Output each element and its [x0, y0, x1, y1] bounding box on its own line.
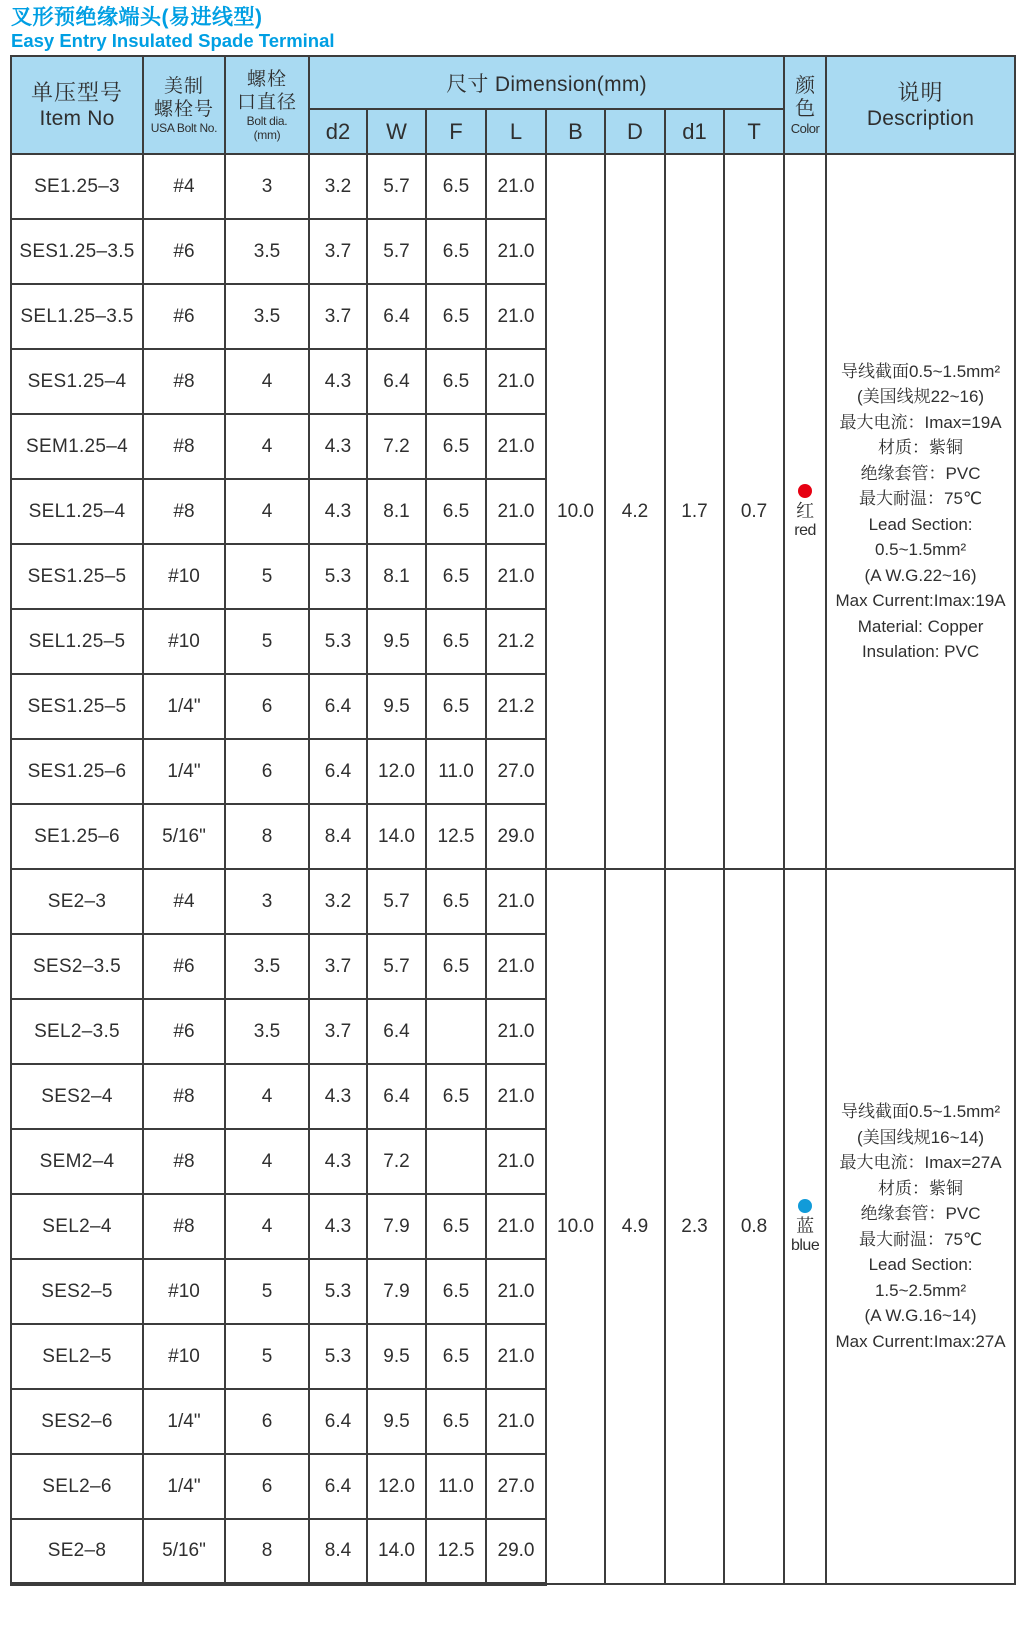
- description-line: 0.5~1.5mm²: [874, 540, 967, 559]
- usa-bolt-cell: 1/4": [143, 1389, 225, 1454]
- description-line: 材质：紫铜: [878, 438, 964, 457]
- w-cell: 12.0: [367, 739, 426, 804]
- description-line: Material: Copper: [857, 616, 984, 636]
- w-cell: 7.2: [367, 414, 426, 479]
- item-cell: SES2–4: [11, 1064, 143, 1129]
- f-cell: [426, 1129, 486, 1194]
- l-cell: 21.0: [486, 1389, 546, 1454]
- d2-cell: 4.3: [309, 1064, 367, 1129]
- color-label-zh: 红: [796, 500, 815, 521]
- header-col-b: B: [546, 109, 605, 154]
- header-col-f: F: [426, 109, 486, 154]
- item-cell: SEL2–4: [11, 1194, 143, 1259]
- item-cell: SEM2–4: [11, 1129, 143, 1194]
- description-line: (A W.G.16~14): [864, 1306, 977, 1325]
- item-cell: SES1.25–6: [11, 739, 143, 804]
- header-item-no: [11, 56, 143, 154]
- table-header: [11, 56, 1015, 154]
- f-cell: 6.5: [426, 674, 486, 739]
- d2-cell: 3.7: [309, 934, 367, 999]
- d2-cell: 6.4: [309, 674, 367, 739]
- description-line: (美国线规16~14): [857, 1127, 985, 1147]
- item-cell: SES1.25–4: [11, 349, 143, 414]
- d2-cell: 5.3: [309, 1324, 367, 1389]
- d2-cell: 5.3: [309, 609, 367, 674]
- bolt-dia-cell: 6: [225, 739, 309, 804]
- usa-bolt-cell: 5/16": [143, 1519, 225, 1584]
- header-color-zh1: 颜: [795, 74, 816, 97]
- l-cell: 21.0: [486, 869, 546, 934]
- w-cell: 14.0: [367, 804, 426, 869]
- bolt-dia-cell: 4: [225, 479, 309, 544]
- w-cell: 7.9: [367, 1259, 426, 1324]
- l-cell: 21.0: [486, 934, 546, 999]
- bolt-dia-cell: 5: [225, 1324, 309, 1389]
- page-title-zh: 叉形预绝缘端头(易进线型): [11, 6, 263, 29]
- bolt-dia-cell: 4: [225, 1064, 309, 1129]
- item-cell: SEL1.25–3.5: [11, 284, 143, 349]
- header-col-d: D: [605, 109, 665, 154]
- l-cell: 21.0: [486, 219, 546, 284]
- item-cell: SES1.25–3.5: [11, 219, 143, 284]
- header-item-no-en: Item No: [39, 107, 115, 130]
- d2-cell: 3.7: [309, 999, 367, 1064]
- color-label-en: red: [794, 521, 816, 539]
- usa-bolt-cell: #6: [143, 934, 225, 999]
- d2-cell: 3.2: [309, 154, 367, 219]
- description-line: 最大电流：Imax=19A: [839, 412, 1002, 432]
- item-cell: SEL1.25–4: [11, 479, 143, 544]
- d2-cell: 5.3: [309, 544, 367, 609]
- item-cell: SES1.25–5: [11, 544, 143, 609]
- usa-bolt-cell: #4: [143, 154, 225, 219]
- header-color-en: Color: [790, 120, 820, 136]
- w-cell: 5.7: [367, 219, 426, 284]
- d1-merged-cell: 2.3: [665, 869, 724, 1584]
- header-col-l: L: [486, 109, 546, 154]
- w-cell: 9.5: [367, 1389, 426, 1454]
- d2-cell: 6.4: [309, 739, 367, 804]
- bolt-dia-cell: 4: [225, 1194, 309, 1259]
- d2-cell: 4.3: [309, 349, 367, 414]
- color-cell: [784, 154, 826, 869]
- d2-cell: 6.4: [309, 1454, 367, 1519]
- bolt-dia-cell: 6: [225, 1454, 309, 1519]
- item-cell: SES2–5: [11, 1259, 143, 1324]
- w-cell: 7.2: [367, 1129, 426, 1194]
- f-cell: 6.5: [426, 349, 486, 414]
- usa-bolt-cell: #8: [143, 349, 225, 414]
- spec-table: [10, 55, 1016, 1586]
- l-cell: 21.0: [486, 1194, 546, 1259]
- table-row: [11, 869, 1015, 934]
- l-cell: 21.0: [486, 479, 546, 544]
- description-line: 导线截面0.5~1.5mm²: [840, 1102, 1001, 1121]
- f-cell: 6.5: [426, 1064, 486, 1129]
- usa-bolt-cell: #6: [143, 219, 225, 284]
- item-cell: SEL2–5: [11, 1324, 143, 1389]
- w-cell: 12.0: [367, 1454, 426, 1519]
- usa-bolt-cell: #8: [143, 414, 225, 479]
- header-usa-bolt-zh1: 美制: [163, 76, 204, 97]
- item-cell: SEL2–6: [11, 1454, 143, 1519]
- f-cell: 6.5: [426, 1389, 486, 1454]
- l-cell: 29.0: [486, 804, 546, 869]
- b-merged-cell: 10.0: [546, 869, 605, 1584]
- bolt-dia-cell: 3.5: [225, 999, 309, 1064]
- w-cell: 8.1: [367, 479, 426, 544]
- item-cell: SE1.25–3: [11, 154, 143, 219]
- d1-merged-cell: 1.7: [665, 154, 724, 869]
- d2-cell: 3.7: [309, 219, 367, 284]
- item-cell: SEL1.25–5: [11, 609, 143, 674]
- item-cell: SES2–3.5: [11, 934, 143, 999]
- l-cell: 21.2: [486, 674, 546, 739]
- item-cell: SE1.25–6: [11, 804, 143, 869]
- usa-bolt-cell: #6: [143, 999, 225, 1064]
- usa-bolt-cell: #8: [143, 1194, 225, 1259]
- w-cell: 9.5: [367, 1324, 426, 1389]
- bolt-dia-cell: 3: [225, 869, 309, 934]
- bolt-dia-cell: 4: [225, 414, 309, 479]
- header-bolt-dia-en2: (mm): [253, 128, 281, 142]
- f-cell: 6.5: [426, 934, 486, 999]
- w-cell: 9.5: [367, 609, 426, 674]
- w-cell: 6.4: [367, 999, 426, 1064]
- d2-cell: 4.3: [309, 414, 367, 479]
- blue-dot-icon: [798, 1199, 812, 1213]
- f-cell: 6.5: [426, 1259, 486, 1324]
- usa-bolt-cell: #6: [143, 284, 225, 349]
- usa-bolt-cell: 1/4": [143, 674, 225, 739]
- header-col-t: T: [724, 109, 784, 154]
- f-cell: 6.5: [426, 1324, 486, 1389]
- bolt-dia-cell: 6: [225, 674, 309, 739]
- description-line: 1.5~2.5mm²: [874, 1280, 967, 1300]
- l-cell: 21.2: [486, 609, 546, 674]
- d2-cell: 4.3: [309, 479, 367, 544]
- bolt-dia-cell: 3.5: [225, 284, 309, 349]
- f-cell: [426, 999, 486, 1064]
- description-line: Insulation: PVC: [861, 642, 980, 661]
- bolt-dia-cell: 5: [225, 1259, 309, 1324]
- w-cell: 5.7: [367, 869, 426, 934]
- description-line: Max Current:Imax:19A: [835, 591, 1006, 610]
- description-line: Max Current:Imax:27A: [835, 1331, 1006, 1351]
- header-dimension-zh: 尺寸: [446, 72, 489, 96]
- description-line: Lead Section:: [868, 1255, 973, 1274]
- l-cell: 21.0: [486, 1064, 546, 1129]
- header-col-w: W: [367, 109, 426, 154]
- f-cell: 6.5: [426, 284, 486, 349]
- bolt-dia-cell: 5: [225, 544, 309, 609]
- w-cell: 6.4: [367, 1064, 426, 1129]
- usa-bolt-cell: #10: [143, 544, 225, 609]
- description-line: 最大电流：Imax=27A: [839, 1153, 1002, 1172]
- usa-bolt-cell: 1/4": [143, 1454, 225, 1519]
- description-cell: [826, 154, 1015, 869]
- usa-bolt-cell: #8: [143, 1064, 225, 1129]
- item-cell: SES2–6: [11, 1389, 143, 1454]
- usa-bolt-cell: #10: [143, 1324, 225, 1389]
- color-cell: [784, 869, 826, 1584]
- f-cell: 11.0: [426, 739, 486, 804]
- header-color: [784, 56, 826, 154]
- header-description-zh: 说明: [897, 80, 944, 105]
- usa-bolt-cell: #4: [143, 869, 225, 934]
- f-cell: 6.5: [426, 609, 486, 674]
- w-cell: 5.7: [367, 934, 426, 999]
- b-merged-cell: 10.0: [546, 154, 605, 869]
- l-cell: 21.0: [486, 1324, 546, 1389]
- header-usa-bolt: [143, 56, 225, 154]
- usa-bolt-cell: 5/16": [143, 804, 225, 869]
- w-cell: 7.9: [367, 1194, 426, 1259]
- description-line: 最大耐温：75℃: [859, 1229, 983, 1249]
- header-bolt-dia-en1: Bolt dia.: [246, 114, 288, 128]
- w-cell: 5.7: [367, 154, 426, 219]
- table-row: [11, 154, 1015, 219]
- d2-cell: 8.4: [309, 1519, 367, 1584]
- description-line: 最大耐温：75℃: [859, 489, 983, 508]
- header-col-d1: d1: [665, 109, 724, 154]
- t-merged-cell: 0.7: [724, 154, 784, 869]
- item-cell: SE2–8: [11, 1519, 143, 1584]
- color-label-zh: 蓝: [796, 1215, 815, 1236]
- description-line: 导线截面0.5~1.5mm²: [840, 361, 1001, 381]
- header-item-no-zh: 单压型号: [30, 80, 123, 105]
- description-line: (美国线规22~16): [857, 387, 985, 406]
- header-usa-bolt-en: USA Bolt No.: [150, 121, 218, 135]
- d2-cell: 5.3: [309, 1259, 367, 1324]
- d2-cell: 3.7: [309, 284, 367, 349]
- header-bolt-dia: [225, 56, 309, 154]
- l-cell: 21.0: [486, 1259, 546, 1324]
- header-description: [826, 56, 1015, 154]
- usa-bolt-cell: #10: [143, 609, 225, 674]
- item-cell: SEM1.25–4: [11, 414, 143, 479]
- description-line: Lead Section:: [868, 514, 973, 534]
- red-dot-icon: [798, 484, 812, 498]
- l-cell: 27.0: [486, 1454, 546, 1519]
- l-cell: 21.0: [486, 414, 546, 479]
- w-cell: 6.4: [367, 284, 426, 349]
- bolt-dia-cell: 4: [225, 1129, 309, 1194]
- description-line: 绝缘套管：PVC: [860, 1204, 981, 1223]
- page-title-en: Easy Entry Insulated Spade Terminal: [11, 30, 335, 51]
- f-cell: 11.0: [426, 1454, 486, 1519]
- header-col-d2: d2: [309, 109, 367, 154]
- w-cell: 8.1: [367, 544, 426, 609]
- description-line: 材质：紫铜: [878, 1178, 964, 1198]
- header-color-zh2: 色: [795, 97, 816, 120]
- item-cell: SE2–3: [11, 869, 143, 934]
- d-merged-cell: 4.2: [605, 154, 665, 869]
- f-cell: 6.5: [426, 869, 486, 934]
- bolt-dia-cell: 3.5: [225, 219, 309, 284]
- f-cell: 6.5: [426, 219, 486, 284]
- header-usa-bolt-zh2: 螺栓号: [153, 99, 214, 120]
- w-cell: 6.4: [367, 349, 426, 414]
- d-merged-cell: 4.9: [605, 869, 665, 1584]
- d2-cell: 4.3: [309, 1129, 367, 1194]
- f-cell: 6.5: [426, 414, 486, 479]
- description-line: (A W.G.22~16): [864, 565, 977, 585]
- table-body: [11, 154, 1015, 1584]
- l-cell: 29.0: [486, 1519, 546, 1584]
- color-label-en: blue: [790, 1236, 820, 1254]
- f-cell: 12.5: [426, 804, 486, 869]
- f-cell: 6.5: [426, 544, 486, 609]
- bolt-dia-cell: 6: [225, 1389, 309, 1454]
- bolt-dia-cell: 4: [225, 349, 309, 414]
- header-row-main: [11, 56, 1015, 109]
- bolt-dia-cell: 5: [225, 609, 309, 674]
- header-bolt-dia-zh2: 口直径: [236, 92, 297, 113]
- header-description-en: Description: [866, 107, 975, 130]
- f-cell: 6.5: [426, 154, 486, 219]
- w-cell: 14.0: [367, 1519, 426, 1584]
- header-bolt-dia-zh1: 螺栓: [246, 69, 287, 90]
- t-merged-cell: 0.8: [724, 869, 784, 1584]
- l-cell: 21.0: [486, 154, 546, 219]
- page-header: [0, 0, 1024, 55]
- l-cell: 21.0: [486, 1129, 546, 1194]
- bolt-dia-cell: 3: [225, 154, 309, 219]
- header-dimension: [309, 56, 784, 109]
- f-cell: 6.5: [426, 479, 486, 544]
- bolt-dia-cell: 8: [225, 1519, 309, 1584]
- item-cell: SEL2–3.5: [11, 999, 143, 1064]
- usa-bolt-cell: #10: [143, 1259, 225, 1324]
- usa-bolt-cell: #8: [143, 1129, 225, 1194]
- l-cell: 21.0: [486, 284, 546, 349]
- w-cell: 9.5: [367, 674, 426, 739]
- f-cell: 12.5: [426, 1519, 486, 1584]
- f-cell: 6.5: [426, 1194, 486, 1259]
- description-line: 绝缘套管：PVC: [860, 463, 981, 483]
- d2-cell: 4.3: [309, 1194, 367, 1259]
- header-dimension-en: Dimension(mm): [494, 72, 647, 96]
- l-cell: 21.0: [486, 999, 546, 1064]
- l-cell: 21.0: [486, 349, 546, 414]
- d2-cell: 6.4: [309, 1389, 367, 1454]
- item-cell: SES1.25–5: [11, 674, 143, 739]
- l-cell: 21.0: [486, 544, 546, 609]
- bolt-dia-cell: 8: [225, 804, 309, 869]
- usa-bolt-cell: 1/4": [143, 739, 225, 804]
- description-cell: [826, 869, 1015, 1584]
- bolt-dia-cell: 3.5: [225, 934, 309, 999]
- usa-bolt-cell: #8: [143, 479, 225, 544]
- d2-cell: 8.4: [309, 804, 367, 869]
- d2-cell: 3.2: [309, 869, 367, 934]
- l-cell: 27.0: [486, 739, 546, 804]
